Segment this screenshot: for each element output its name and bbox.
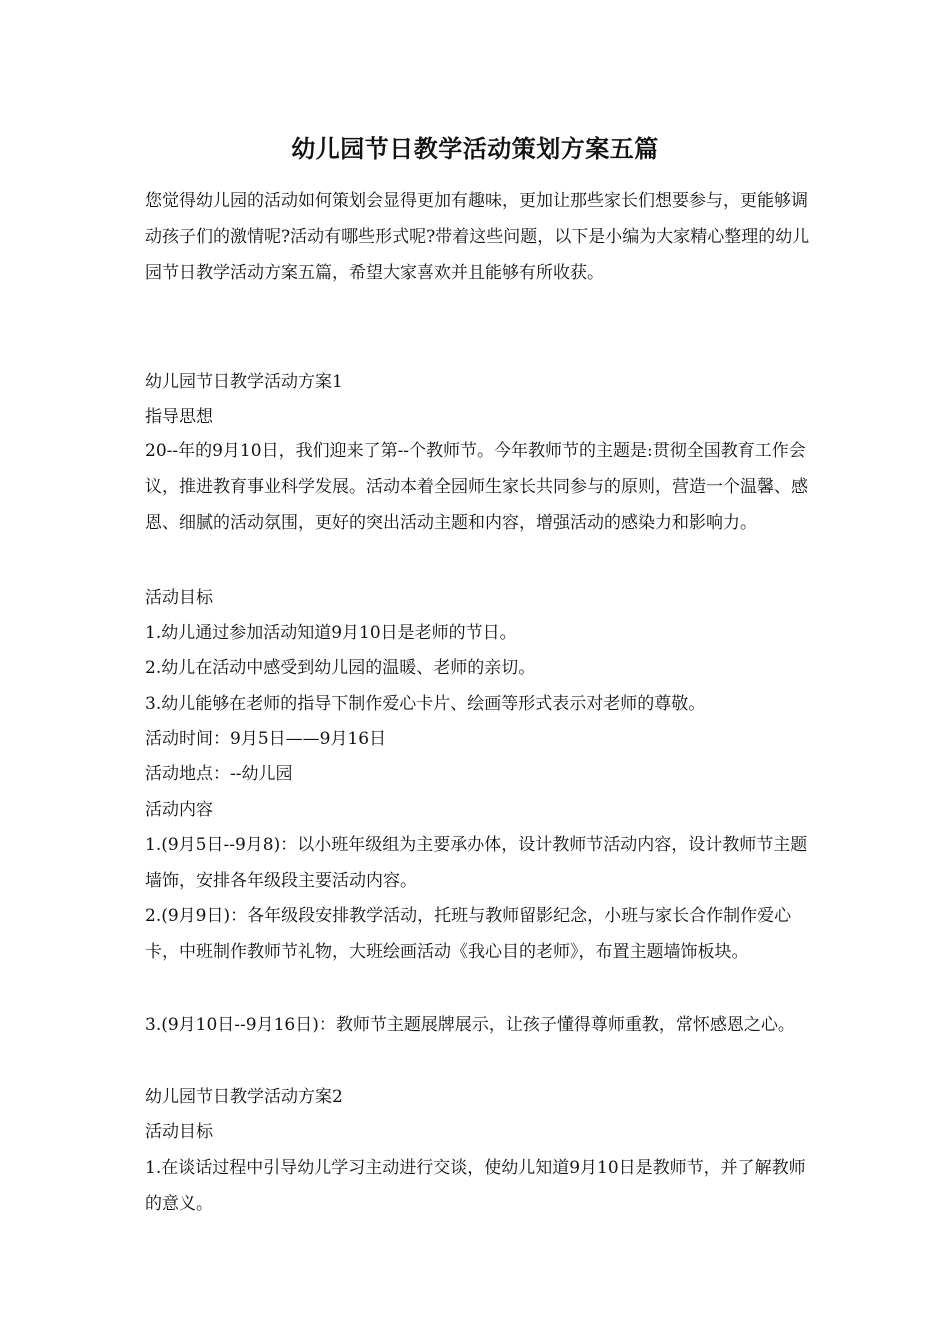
- plan1-guide-paragraph: 20--年的9月10日，我们迎来了第--个教师节。今年教师节的主题是:贯彻全国教育工作会议，推进教育事业科学发展。活动本着全园师生家长共同参与的原则，营造一个温馨、感恩、细腻的活动氛围，更好的突出活动主题和内容，增强活动的感染力和影响力。: [145, 441, 808, 533]
- plan1-goal-item: 1.幼儿通过参加活动知道9月10日是老师的节日。: [145, 623, 517, 643]
- plan1-guide-heading: 指导思想: [145, 407, 213, 427]
- page-title: 幼儿园节日教学活动策划方案五篇: [291, 134, 659, 163]
- plan1-goal-item: 2.幼儿在活动中感受到幼儿园的温暖、老师的亲切。: [145, 658, 536, 678]
- plan2-goal-heading: 活动目标: [145, 1122, 213, 1142]
- plan1-content-item: 2.(9月9日)：各年级段安排教学活动，托班与教师留影纪念，小班与家长合作制作爱心卡，中班制作教师节礼物，大班绘画活动《我心目的老师》，布置主题墙饰板块。: [145, 906, 792, 962]
- plan1-content-item: 3.(9月10日--9月16日)：教师节主题展牌展示，让孩子懂得尊师重教，常怀感恩之心。: [145, 1015, 795, 1035]
- intro-paragraph: 您觉得幼儿园的活动如何策划会显得更加有趣味，更加让那些家长们想要参与，更能够调动孩子们的激情呢?活动有哪些形式呢?带着这些问题，以下是小编为大家精心整理的幼儿园节日教学活动方案五篇，希望大家喜欢并且能够有所收获。: [145, 191, 810, 283]
- plan1-content-item: 1.(9月5日--9月8)：以小班年级组为主要承办体，设计教师节活动内容，设计教师节主题墙饰，安排各年级段主要活动内容。: [145, 835, 808, 891]
- plan1-heading: 幼儿园节日教学活动方案1: [145, 372, 343, 392]
- plan1-place: 活动地点：--幼儿园: [145, 764, 293, 784]
- plan2-goal-item: 1.在谈话过程中引导幼儿学习主动进行交谈，使幼儿知道9月10日是教师节，并了解教师的意义。: [145, 1158, 806, 1214]
- plan2-heading: 幼儿园节日教学活动方案2: [145, 1087, 343, 1107]
- plan1-content-heading: 活动内容: [145, 800, 213, 820]
- plan1-goal-item: 3.幼儿能够在老师的指导下制作爱心卡片、绘画等形式表示对老师的尊敬。: [145, 694, 706, 714]
- plan1-time: 活动时间：9月5日——9月16日: [145, 729, 387, 749]
- plan1-goal-heading: 活动目标: [145, 588, 213, 608]
